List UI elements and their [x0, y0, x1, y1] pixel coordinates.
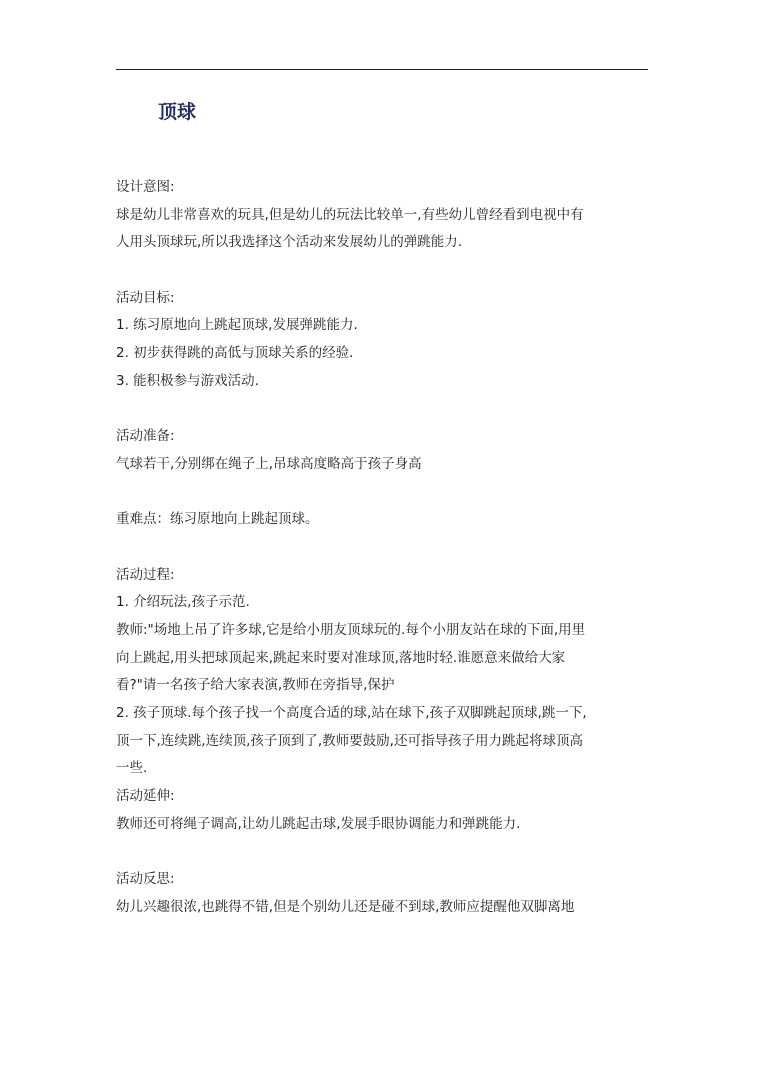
design-heading: 设计意图: — [116, 179, 175, 195]
spacer — [116, 396, 656, 424]
goals-heading: 活动目标: — [116, 289, 175, 306]
prep-line: 气球若干,分别绑在绳子上,吊球高度略高于孩子身高 — [116, 455, 422, 472]
process-line: 顶一下,连续跳,连续顶,孩子顶到了,教师要鼓励,还可指导孩子用力跳起将球顶高 — [116, 732, 583, 749]
document-body — [116, 174, 656, 922]
spacer — [116, 839, 656, 867]
process-line: 教师:"场地上吊了许多球,它是给小朋友顶球玩的.每个小朋友站在球的下面,用里 — [116, 622, 586, 638]
process-line: 看?"请一名孩子给大家表演,教师在旁指导,保护 — [116, 677, 395, 694]
spacer — [116, 257, 656, 285]
reflection-line: 幼儿兴趣很浓,也跳得不错,但是个别幼儿还是碰不到球,教师应提醒他双脚离地 — [116, 898, 575, 915]
design-line: 球是幼儿非常喜欢的玩具,但是幼儿的玩法比较单一,有些幼儿曾经看到电视中有 — [116, 206, 584, 223]
document-title: 顶球 — [158, 101, 197, 123]
extension-heading: 活动延伸: — [116, 788, 175, 805]
prep-heading: 活动准备: — [116, 428, 175, 445]
goal-item: 1. 练习原地向上跳起顶球,发展弹跳能力. — [116, 317, 358, 334]
key-point: 重难点：练习原地向上跳起顶球。 — [116, 511, 319, 528]
process-line: 1. 介绍玩法,孩子示范. — [116, 594, 250, 611]
process-line: 一些. — [116, 760, 148, 777]
process-line: 2. 孩子顶球.每个孩子找一个高度合适的球,站在球下,孩子双脚跳起顶球,跳一下, — [116, 705, 587, 722]
reflection-heading: 活动反思: — [116, 871, 175, 888]
header-rule — [116, 69, 648, 70]
process-line: 向上跳起,用头把球顶起来,跳起来时要对准球顶,落地时轻.谁愿意来做给大家 — [116, 649, 566, 666]
goal-item: 3. 能积极参与游戏活动. — [116, 372, 259, 389]
extension-line: 教师还可将绳子调高,让幼儿跳起击球,发展手眼协调能力和弹跳能力. — [116, 815, 521, 832]
process-heading: 活动过程: — [116, 566, 175, 583]
spacer — [116, 534, 656, 562]
goal-item: 2. 初步获得跳的高低与顶球关系的经验. — [116, 345, 354, 362]
design-line: 人用头顶球玩,所以我选择这个活动来发展幼儿的弹跳能力. — [116, 234, 463, 251]
spacer — [116, 479, 656, 507]
